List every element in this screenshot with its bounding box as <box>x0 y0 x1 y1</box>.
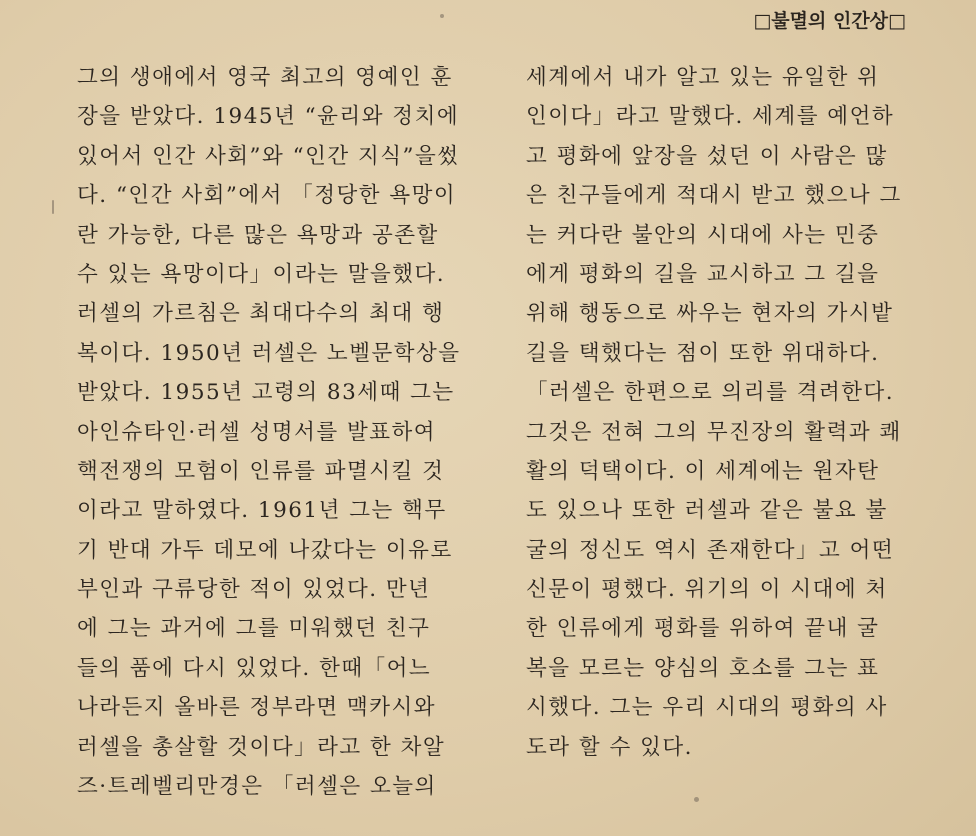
paper-speck <box>694 797 699 802</box>
left-column-line: 복이다. 1950년 러셀은 노벨문학상을 <box>77 340 461 366</box>
left-text-column <box>77 58 477 806</box>
left-column-line: 다. “인간 사회”에서 「정당한 욕망이 <box>77 183 457 209</box>
left-column-line: 핵전쟁의 모험이 인류를 파멸시킬 것 <box>77 458 445 484</box>
right-column-line: 길을 택했다는 점이 또한 위대하다. <box>526 340 880 366</box>
right-column-line: 는 커다란 불안의 시대에 사는 민중 <box>526 222 880 248</box>
left-column-line: 아인슈타인·러셀 성명서를 발표하여 <box>77 419 437 445</box>
running-header: □불멸의 인간상□ <box>753 10 906 32</box>
right-column-line: 위해 행동으로 싸우는 현자의 가시밭 <box>526 301 894 327</box>
left-column-line: 이라고 말하였다. 1961년 그는 핵무 <box>77 498 447 524</box>
left-column-line: 에 그는 과거에 그를 미워했던 친구 <box>77 616 431 642</box>
right-column-line: 그것은 전혀 그의 무진장의 활력과 쾌 <box>526 419 902 445</box>
left-column-line: 그의 생애에서 영국 최고의 영예인 훈 <box>77 65 453 90</box>
left-column-line: 부인과 구류당한 적이 있었다. 만년 <box>77 577 431 603</box>
left-column-line: 란 가능한, 다른 많은 욕망과 공존할 <box>77 222 439 248</box>
right-column-line: 「러셀은 한편으로 의리를 격려한다. <box>526 380 895 406</box>
left-column-line: 장을 받았다. 1945년 “윤리와 정치에 <box>77 104 460 130</box>
left-column-line: 즈·트레벨리만경은 「러셀은 오늘의 <box>77 774 437 800</box>
right-column-line: 도라 할 수 있다. <box>526 734 693 760</box>
left-column-line: 받았다. 1955년 고령의 83세때 그는 <box>77 380 455 406</box>
right-column-line: 고 평화에 앞장을 섰던 이 사람은 많 <box>526 143 888 169</box>
paper-speck <box>52 200 54 214</box>
right-column-line: 에게 평화의 길을 교시하고 그 길을 <box>526 261 880 287</box>
right-column-line: 굴의 정신도 역시 존재한다」고 어떤 <box>526 537 895 563</box>
right-column-line: 한 인류에게 평화를 위하여 끝내 굴 <box>526 616 880 642</box>
right-column-line: 인이다」라고 말했다. 세계를 예언하 <box>526 104 895 130</box>
left-column-line: 수 있는 욕망이다」이라는 말을했다. <box>77 261 446 287</box>
right-column-line: 시했다. 그는 우리 시대의 평화의 사 <box>526 695 888 721</box>
left-column-line: 기 반대 가두 데모에 나갔다는 이유로 <box>77 537 453 563</box>
right-text-column <box>526 58 931 767</box>
right-column-line: 복을 모르는 양심의 호소를 그는 표 <box>526 655 880 681</box>
paper-speck <box>440 14 444 18</box>
right-column-line: 신문이 평했다. 위기의 이 시대에 처 <box>526 577 888 603</box>
left-column-line: 러셀의 가르침은 최대다수의 최대 행 <box>77 301 445 327</box>
left-column-line: 들의 품에 다시 있었다. 한때「어느 <box>77 655 432 681</box>
right-column-line: 은 친구들에게 적대시 받고 했으나 그 <box>526 183 902 209</box>
left-column-line: 러셀을 총살할 것이다」라고 한 차알 <box>77 734 446 760</box>
right-column-line: 도 있으나 또한 러셀과 같은 불요 불 <box>526 498 888 524</box>
left-column-line: 나라든지 올바른 정부라면 맥카시와 <box>77 695 437 721</box>
right-column-line: 활의 덕택이다. 이 세계에는 원자탄 <box>526 458 880 484</box>
right-column-line: 세계에서 내가 알고 있는 유일한 위 <box>526 65 880 90</box>
left-column-line: 있어서 인간 사회”와 “인간 지식”을썼 <box>77 143 460 169</box>
